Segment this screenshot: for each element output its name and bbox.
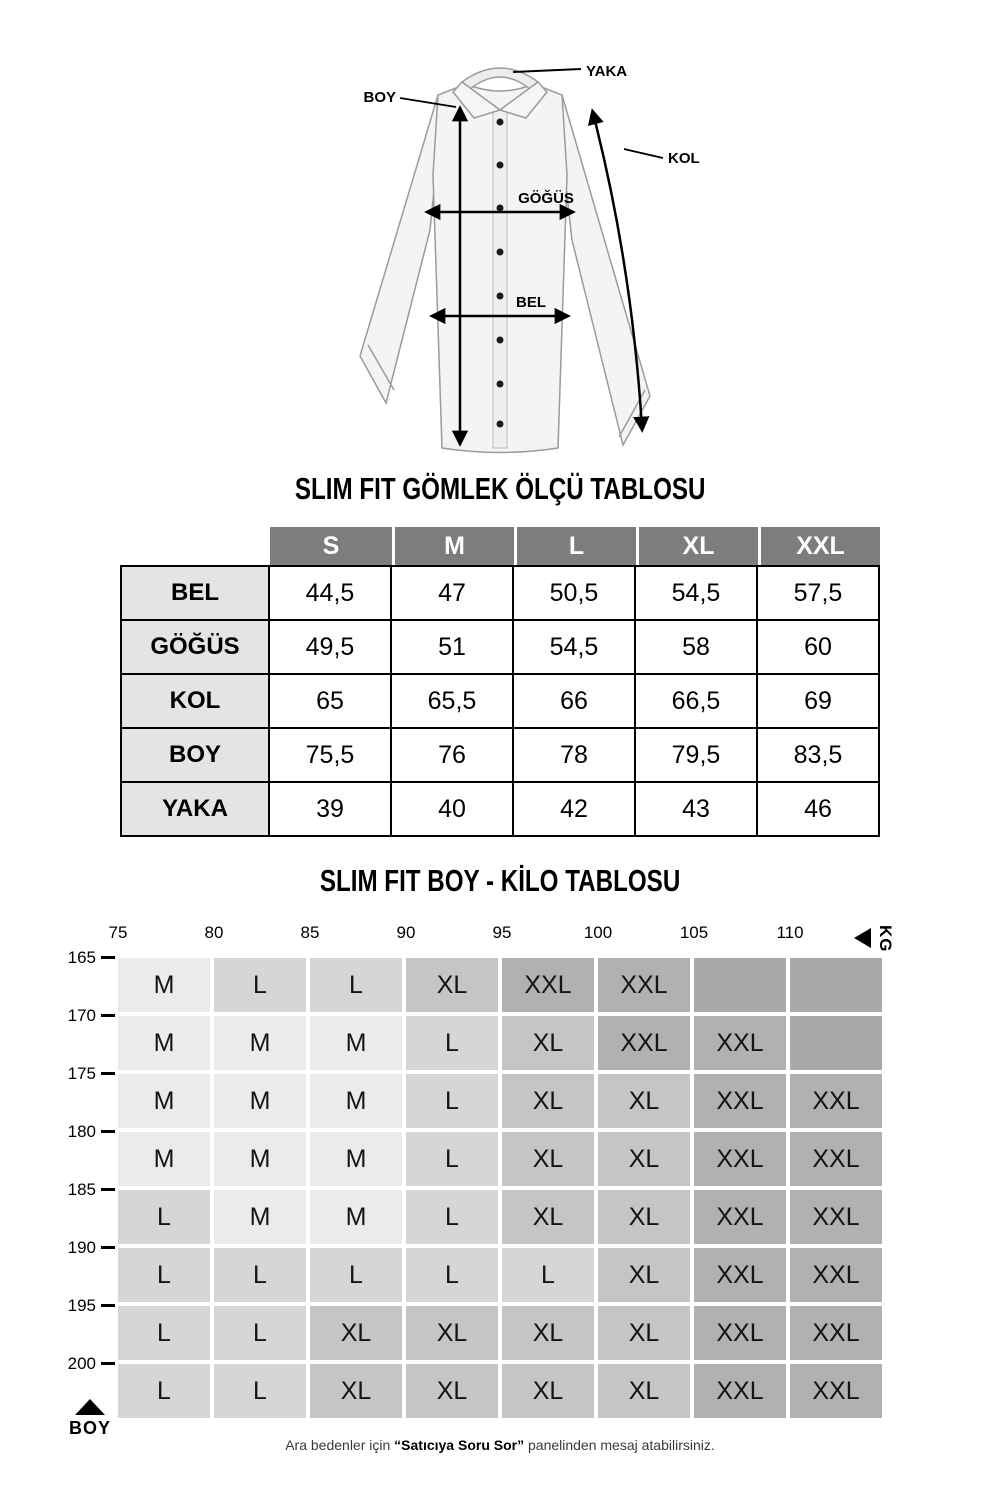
matrix-cell: XXL bbox=[694, 1306, 786, 1360]
size-table-body bbox=[120, 565, 882, 837]
footer-text-suffix: panelinden mesaj atabilirsiniz. bbox=[524, 1437, 715, 1453]
matrix-cell: XXL bbox=[790, 1074, 882, 1128]
size-table-row bbox=[120, 781, 882, 837]
matrix-cell: XL bbox=[598, 1364, 690, 1418]
size-table-title bbox=[0, 472, 1000, 506]
kg-tick: 80 bbox=[204, 923, 224, 942]
size-col-header-m: M bbox=[392, 527, 514, 565]
yaka-label: YAKA bbox=[586, 63, 628, 80]
matrix-cell: XL bbox=[406, 958, 498, 1012]
matrix-cell: XXL bbox=[502, 958, 594, 1012]
matrix-cell: XXL bbox=[694, 1364, 786, 1418]
boy-tick-dash bbox=[101, 956, 115, 959]
matrix-cell: M bbox=[214, 1074, 306, 1128]
kg-tick: 75 bbox=[108, 923, 128, 942]
size-value: 79,5 bbox=[634, 727, 758, 783]
matrix-cell: XL bbox=[502, 1190, 594, 1244]
kg-tick: 95 bbox=[492, 923, 512, 942]
size-value: 40 bbox=[390, 781, 514, 837]
boy-tick: 175 bbox=[67, 1064, 96, 1083]
matrix-cell: XXL bbox=[694, 1248, 786, 1302]
boy-tick-dash bbox=[101, 1072, 115, 1075]
footer-text-bold: “Satıcıya Soru Sor” bbox=[394, 1437, 525, 1453]
matrix-cell: XXL bbox=[694, 1074, 786, 1128]
size-value: 42 bbox=[512, 781, 636, 837]
matrix-cell: M bbox=[310, 1132, 402, 1186]
size-value: 66,5 bbox=[634, 673, 758, 729]
matrix-cell: L bbox=[310, 1248, 402, 1302]
matrix-cell: XL bbox=[598, 1190, 690, 1244]
size-table-header bbox=[270, 527, 882, 565]
boy-tick-dash bbox=[101, 1304, 115, 1307]
size-col-header-s: S bbox=[270, 527, 392, 565]
matrix-cell: L bbox=[406, 1132, 498, 1186]
size-value: 76 bbox=[390, 727, 514, 783]
matrix-cell: XL bbox=[502, 1016, 594, 1070]
bel-label: BEL bbox=[516, 294, 546, 311]
matrix-cell: XL bbox=[598, 1074, 690, 1128]
matrix-row bbox=[118, 1132, 882, 1186]
size-col-header-xxl: XXL bbox=[758, 527, 880, 565]
boy-arrow-icon bbox=[75, 1399, 105, 1415]
matrix-cell: XXL bbox=[790, 1248, 882, 1302]
size-value: 66 bbox=[512, 673, 636, 729]
matrix-cell: L bbox=[214, 958, 306, 1012]
matrix-cell: M bbox=[214, 1016, 306, 1070]
size-row-label: BOY bbox=[120, 727, 270, 783]
size-value: 78 bbox=[512, 727, 636, 783]
matrix-cell-empty bbox=[694, 958, 786, 1012]
size-value: 54,5 bbox=[634, 565, 758, 621]
matrix-cell-empty bbox=[790, 958, 882, 1012]
size-value: 51 bbox=[390, 619, 514, 675]
matrix-cell: L bbox=[118, 1248, 210, 1302]
kg-arrow-icon bbox=[854, 928, 871, 948]
matrix-cell: XXL bbox=[694, 1132, 786, 1186]
size-table-row bbox=[120, 565, 882, 621]
size-value: 75,5 bbox=[268, 727, 392, 783]
matrix-cell: L bbox=[406, 1074, 498, 1128]
size-row-label: KOL bbox=[120, 673, 270, 729]
boy-tick-dash bbox=[101, 1014, 115, 1017]
matrix-cell: XL bbox=[598, 1132, 690, 1186]
size-value: 43 bbox=[634, 781, 758, 837]
size-value: 44,5 bbox=[268, 565, 392, 621]
matrix-cell: XL bbox=[406, 1364, 498, 1418]
footer-text-prefix: Ara bedenler için bbox=[285, 1437, 395, 1453]
matrix-cell: M bbox=[310, 1190, 402, 1244]
kol-callout-line bbox=[624, 149, 663, 158]
matrix-grid bbox=[118, 958, 882, 1418]
matrix-cell-empty bbox=[790, 1016, 882, 1070]
boy-tick: 170 bbox=[67, 1006, 96, 1025]
size-table-row bbox=[120, 673, 882, 729]
matrix-row bbox=[118, 1016, 882, 1070]
size-value: 47 bbox=[390, 565, 514, 621]
matrix-cell: XL bbox=[502, 1132, 594, 1186]
boy-tick: 195 bbox=[67, 1296, 96, 1315]
boy-tick: 180 bbox=[67, 1122, 96, 1141]
size-table bbox=[120, 527, 882, 837]
shirt-illustration bbox=[0, 0, 1000, 470]
matrix-cell: XXL bbox=[694, 1016, 786, 1070]
matrix-cell: M bbox=[310, 1074, 402, 1128]
boy-tick-dash bbox=[101, 1130, 115, 1133]
matrix-cell: M bbox=[214, 1190, 306, 1244]
kg-tick: 105 bbox=[679, 923, 709, 942]
matrix-cell: XXL bbox=[790, 1132, 882, 1186]
size-col-header-xl: XL bbox=[636, 527, 758, 565]
matrix-cell: L bbox=[310, 958, 402, 1012]
matrix-title-text: SLIM FIT BOY - KİLO TABLOSU bbox=[319, 863, 681, 898]
matrix-row bbox=[118, 1248, 882, 1302]
matrix-cell: L bbox=[214, 1306, 306, 1360]
matrix-cell: XL bbox=[598, 1248, 690, 1302]
size-table-title-text: SLIM FIT GÖMLEK ÖLÇÜ TABLOSU bbox=[294, 471, 706, 506]
size-value: 57,5 bbox=[756, 565, 880, 621]
kg-tick: 90 bbox=[396, 923, 416, 942]
boy-tick-dash bbox=[101, 1246, 115, 1249]
matrix-cell: M bbox=[310, 1016, 402, 1070]
kol-label: KOL bbox=[668, 150, 700, 167]
boy-axis-marker bbox=[58, 1399, 122, 1439]
matrix-cell: L bbox=[118, 1306, 210, 1360]
matrix-cell: L bbox=[406, 1190, 498, 1244]
matrix-row bbox=[118, 1306, 882, 1360]
size-table-row bbox=[120, 727, 882, 783]
height-weight-matrix bbox=[0, 905, 1000, 1465]
matrix-cell: M bbox=[118, 1074, 210, 1128]
size-col-header-l: L bbox=[514, 527, 636, 565]
size-value: 83,5 bbox=[756, 727, 880, 783]
boy-tick-dash bbox=[101, 1188, 115, 1191]
kg-tick: 85 bbox=[300, 923, 320, 942]
matrix-cell: L bbox=[118, 1364, 210, 1418]
kg-axis-marker bbox=[854, 925, 895, 953]
shirt-outline bbox=[360, 68, 650, 453]
matrix-cell: M bbox=[118, 1132, 210, 1186]
matrix-cell: M bbox=[118, 1016, 210, 1070]
boy-label: BOY bbox=[363, 89, 396, 106]
matrix-cell: L bbox=[118, 1190, 210, 1244]
size-row-label: BEL bbox=[120, 565, 270, 621]
matrix-cell: L bbox=[406, 1016, 498, 1070]
matrix-cell: XL bbox=[310, 1306, 402, 1360]
matrix-row bbox=[118, 958, 882, 1012]
size-value: 46 bbox=[756, 781, 880, 837]
shirt-diagram bbox=[0, 0, 1000, 470]
size-value: 65,5 bbox=[390, 673, 514, 729]
matrix-cell: XL bbox=[502, 1074, 594, 1128]
size-value: 54,5 bbox=[512, 619, 636, 675]
matrix-cell: M bbox=[214, 1132, 306, 1186]
size-row-label: GÖĞÜS bbox=[120, 619, 270, 675]
matrix-cell: XXL bbox=[790, 1190, 882, 1244]
size-row-label: YAKA bbox=[120, 781, 270, 837]
gogus-label: GÖĞÜS bbox=[518, 190, 574, 207]
matrix-cell: L bbox=[406, 1248, 498, 1302]
yaka-callout-line bbox=[513, 69, 581, 72]
boy-tick: 190 bbox=[67, 1238, 96, 1257]
size-value: 60 bbox=[756, 619, 880, 675]
matrix-cell: XXL bbox=[598, 958, 690, 1012]
matrix-cell: M bbox=[118, 958, 210, 1012]
matrix-cell: XL bbox=[502, 1364, 594, 1418]
matrix-cell: XXL bbox=[790, 1364, 882, 1418]
matrix-cell: L bbox=[502, 1248, 594, 1302]
kg-tick: 100 bbox=[583, 923, 613, 942]
boy-tick: 200 bbox=[67, 1354, 96, 1373]
matrix-row bbox=[118, 1364, 882, 1418]
matrix-row bbox=[118, 1190, 882, 1244]
boy-axis-label: BOY bbox=[68, 1418, 111, 1438]
matrix-title bbox=[0, 864, 1000, 898]
matrix-cell: XL bbox=[598, 1306, 690, 1360]
size-value: 39 bbox=[268, 781, 392, 837]
matrix-row bbox=[118, 1074, 882, 1128]
size-value: 58 bbox=[634, 619, 758, 675]
size-value: 50,5 bbox=[512, 565, 636, 621]
matrix-cell: L bbox=[214, 1248, 306, 1302]
matrix-cell: XL bbox=[406, 1306, 498, 1360]
matrix-cell: XXL bbox=[694, 1190, 786, 1244]
matrix-cell: XXL bbox=[598, 1016, 690, 1070]
boy-tick: 165 bbox=[67, 948, 96, 967]
size-table-row bbox=[120, 619, 882, 675]
boy-tick-dash bbox=[101, 1362, 115, 1365]
matrix-cell: XL bbox=[502, 1306, 594, 1360]
matrix-cell: XL bbox=[310, 1364, 402, 1418]
kg-axis-label: KG bbox=[876, 925, 895, 953]
size-value: 69 bbox=[756, 673, 880, 729]
boy-tick: 185 bbox=[67, 1180, 96, 1199]
size-value: 49,5 bbox=[268, 619, 392, 675]
matrix-cell: XXL bbox=[790, 1306, 882, 1360]
matrix-cell: L bbox=[214, 1364, 306, 1418]
kg-tick: 110 bbox=[776, 923, 804, 942]
footer-note bbox=[0, 1437, 1000, 1453]
size-value: 65 bbox=[268, 673, 392, 729]
